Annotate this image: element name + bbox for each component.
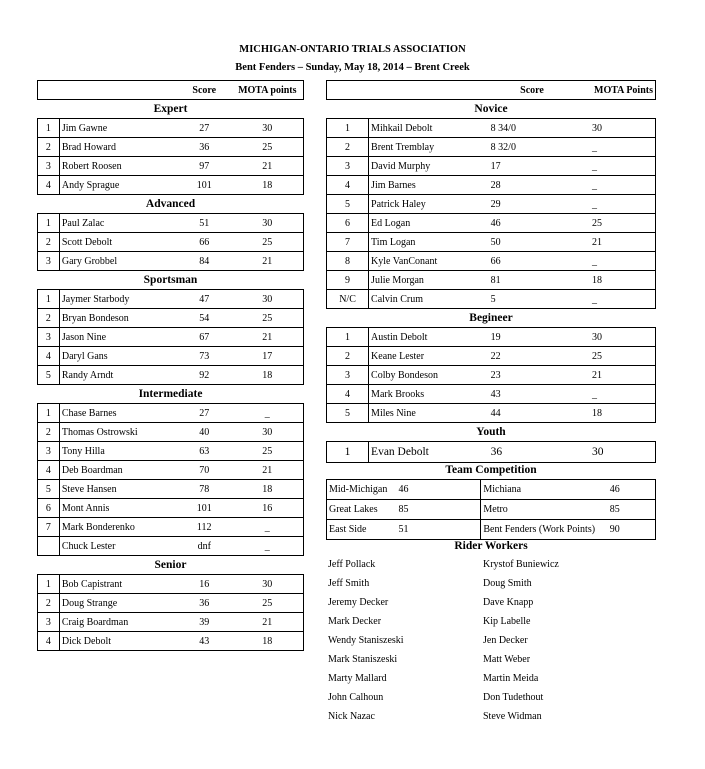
score-cell: 29 [481, 195, 592, 214]
rider-name: Kyle VanConant [369, 252, 481, 271]
result-row [327, 176, 656, 195]
rider-name: Deb Boardman [59, 461, 177, 480]
rider-name: Keane Lester [369, 347, 481, 366]
worker-name: Mark Staniszeski [328, 654, 398, 665]
points-cell: 21 [592, 233, 656, 252]
result-row [327, 138, 656, 157]
result-row [38, 461, 304, 480]
result-row [327, 157, 656, 176]
score-cell: 47 [177, 290, 232, 309]
place-cell: 7 [38, 518, 60, 537]
rider-name: Tony Hilla [59, 442, 177, 461]
rider-workers-table [326, 537, 656, 726]
rider-name: Doug Strange [59, 594, 177, 613]
result-row [38, 214, 304, 233]
points-cell: _ [592, 138, 656, 157]
place-cell: 3 [38, 328, 60, 347]
section-title: Senior [154, 559, 187, 571]
worker-name: Jen Decker [483, 635, 528, 646]
team-name: Bent Fenders (Work Points) [481, 520, 608, 540]
rider-name: Robert Roosen [59, 157, 177, 176]
place-cell: 1 [38, 575, 60, 594]
rider-name: Randy Arndt [59, 366, 177, 385]
section-title: Begineer [469, 312, 513, 324]
rider-name: Calvin Crum [369, 290, 481, 309]
section-title-row [327, 309, 656, 328]
worker-row [326, 574, 656, 593]
points-cell: 30 [232, 423, 304, 442]
worker-name: Jeremy Decker [328, 597, 389, 608]
score-cell: 46 [481, 214, 592, 233]
points-cell: 30 [232, 119, 304, 138]
team-row [327, 500, 656, 520]
points-cell: 30 [592, 442, 656, 463]
team-name: Mid-Michigan [327, 480, 397, 500]
worker-name: Don Tudethout [483, 692, 544, 703]
points-cell: 21 [232, 328, 304, 347]
rider-name: Scott Debolt [59, 233, 177, 252]
score-cell: 78 [177, 480, 232, 499]
rider-name: Brad Howard [59, 138, 177, 157]
team-score: 46 [396, 480, 480, 500]
rider-name: Colby Bondeson [369, 366, 481, 385]
section-title-row [327, 423, 656, 442]
place-cell: 1 [38, 119, 60, 138]
points-cell: 16 [232, 499, 304, 518]
place-cell: 9 [327, 271, 369, 290]
place-cell: 3 [38, 442, 60, 461]
score-cell: 43 [177, 632, 232, 651]
score-cell: 43 [481, 385, 592, 404]
result-row [38, 309, 304, 328]
place-cell: 3 [327, 157, 369, 176]
worker-name: Martin Meida [483, 673, 539, 684]
right-header-row [327, 81, 656, 100]
rider-name: Patrick Haley [369, 195, 481, 214]
place-cell: 2 [38, 423, 60, 442]
worker-name: Steve Widman [483, 711, 542, 722]
rider-name: Tim Logan [369, 233, 481, 252]
points-cell: 21 [232, 613, 304, 632]
team-score: 90 [608, 520, 656, 540]
worker-name: Kip Labelle [483, 616, 531, 627]
score-cell: 36 [481, 442, 592, 463]
result-row [38, 480, 304, 499]
place-cell: 3 [38, 613, 60, 632]
section-title-row [38, 195, 304, 214]
points-header: MOTA Points [592, 81, 656, 100]
place-cell: 2 [38, 309, 60, 328]
score-cell: 28 [481, 176, 592, 195]
score-cell: 36 [177, 594, 232, 613]
place-cell: 6 [327, 214, 369, 233]
points-cell: _ [592, 157, 656, 176]
worker-name: Jeff Smith [328, 578, 370, 589]
rider-name: Andy Sprague [59, 176, 177, 195]
place-cell: 2 [327, 347, 369, 366]
header-blank [38, 81, 60, 100]
score-cell: 66 [177, 233, 232, 252]
rider-name: Gary Grobbel [59, 252, 177, 271]
result-row [327, 195, 656, 214]
points-cell: 25 [232, 233, 304, 252]
rider-name: Daryl Gans [59, 347, 177, 366]
place-cell: 4 [38, 632, 60, 651]
worker-name: Nick Nazac [328, 711, 375, 722]
points-cell: 25 [232, 442, 304, 461]
points-cell: 21 [592, 366, 656, 385]
points-cell: 30 [232, 214, 304, 233]
score-cell: 51 [177, 214, 232, 233]
rider-name: Jim Gawne [59, 119, 177, 138]
points-cell: 18 [592, 271, 656, 290]
worker-name: Wendy Staniszeski [328, 635, 404, 646]
place-cell: 4 [38, 347, 60, 366]
section-title: Intermediate [138, 388, 203, 400]
score-cell: 97 [177, 157, 232, 176]
points-cell: 30 [232, 290, 304, 309]
worker-name: Doug Smith [483, 578, 532, 589]
rider-name: Ed Logan [369, 214, 481, 233]
points-cell: 21 [232, 461, 304, 480]
place-cell: 2 [38, 233, 60, 252]
worker-row [326, 650, 656, 669]
team-name: Great Lakes [327, 500, 397, 520]
score-cell: 50 [481, 233, 592, 252]
score-cell: 81 [481, 271, 592, 290]
left-header-row [38, 81, 304, 100]
result-row [327, 442, 656, 463]
rider-name: Chase Barnes [59, 404, 177, 423]
result-row [38, 176, 304, 195]
result-row [327, 214, 656, 233]
score-cell: 63 [177, 442, 232, 461]
worker-name: Krystof Buniewicz [483, 559, 559, 570]
place-cell: 1 [327, 442, 369, 463]
section-title: Youth [476, 426, 506, 438]
score-cell: 23 [481, 366, 592, 385]
worker-name: Mark Decker [328, 616, 382, 627]
score-header: Score [177, 81, 232, 100]
score-cell: 54 [177, 309, 232, 328]
result-row [38, 347, 304, 366]
score-cell: 36 [177, 138, 232, 157]
team-competition-table [326, 461, 656, 540]
place-cell: 7 [327, 233, 369, 252]
rider-name: Jaymer Starbody [59, 290, 177, 309]
rider-name: Craig Boardman [59, 613, 177, 632]
left-results-table [37, 80, 304, 651]
worker-row [326, 555, 656, 574]
rider-name: Dick Debolt [59, 632, 177, 651]
result-row [38, 233, 304, 252]
team-name: Michiana [481, 480, 608, 500]
points-cell: 17 [232, 347, 304, 366]
rider-name: Mark Brooks [369, 385, 481, 404]
points-cell: 18 [232, 480, 304, 499]
place-cell: 2 [327, 138, 369, 157]
result-row [38, 157, 304, 176]
result-row [327, 385, 656, 404]
rider-name: Mihkail Debolt [369, 119, 481, 138]
place-cell: 3 [38, 157, 60, 176]
result-row [38, 252, 304, 271]
result-row [38, 537, 304, 556]
score-cell: 5 [481, 290, 592, 309]
header-blank [481, 81, 519, 100]
result-row [38, 138, 304, 157]
place-cell: 8 [327, 252, 369, 271]
result-row [327, 290, 656, 309]
points-cell: _ [592, 385, 656, 404]
result-row [38, 328, 304, 347]
team-title: Team Competition [445, 464, 537, 476]
points-cell: _ [232, 404, 304, 423]
team-name: East Side [327, 520, 397, 540]
worker-row [326, 631, 656, 650]
rider-name: Chuck Lester [59, 537, 177, 556]
rider-name: Bob Capistrant [59, 575, 177, 594]
score-cell: 112 [177, 518, 232, 537]
result-row [38, 404, 304, 423]
section-title: Advanced [145, 198, 196, 210]
score-cell: 8 32/0 [481, 138, 592, 157]
rider-name: David Murphy [369, 157, 481, 176]
points-cell: 30 [592, 328, 656, 347]
points-cell: 30 [592, 119, 656, 138]
place-cell: 5 [327, 404, 369, 423]
team-score: 46 [608, 480, 656, 500]
points-cell: 18 [592, 404, 656, 423]
result-row [327, 271, 656, 290]
result-row [38, 613, 304, 632]
score-cell: 40 [177, 423, 232, 442]
result-row [38, 442, 304, 461]
document-title: MICHIGAN-ONTARIO TRIALS ASSOCIATION [239, 44, 466, 55]
points-header: MOTA points [232, 81, 304, 100]
rider-name: Mark Bonderenko [59, 518, 177, 537]
place-cell: 1 [38, 214, 60, 233]
workers-title-row [326, 537, 656, 555]
section-title-row [38, 556, 304, 575]
points-cell: _ [232, 537, 304, 556]
result-row [327, 404, 656, 423]
points-cell: _ [232, 518, 304, 537]
result-row [38, 366, 304, 385]
result-row [327, 328, 656, 347]
worker-name: Jeff Pollack [328, 559, 376, 570]
result-row [38, 594, 304, 613]
points-cell: 25 [592, 214, 656, 233]
place-cell: 3 [38, 252, 60, 271]
place-cell: 6 [38, 499, 60, 518]
worker-name: Marty Mallard [328, 673, 387, 684]
section-title: Expert [153, 103, 188, 115]
section-title: Sportsman [143, 274, 198, 286]
score-cell: 66 [481, 252, 592, 271]
right-results-table [326, 80, 656, 463]
place-cell: 4 [38, 176, 60, 195]
result-row [327, 366, 656, 385]
rider-name: Mont Annis [59, 499, 177, 518]
worker-row [326, 669, 656, 688]
worker-row [326, 593, 656, 612]
team-title-row [327, 461, 656, 480]
worker-name: Matt Weber [483, 654, 531, 665]
section-title-row [38, 385, 304, 404]
score-cell: 92 [177, 366, 232, 385]
worker-name: John Calhoun [328, 692, 384, 703]
points-cell: _ [592, 290, 656, 309]
place-cell: 5 [327, 195, 369, 214]
score-cell: 27 [177, 404, 232, 423]
place-cell: 4 [38, 461, 60, 480]
team-score: 51 [396, 520, 480, 540]
worker-row [326, 688, 656, 707]
points-cell: 18 [232, 632, 304, 651]
score-cell: 8 34/0 [481, 119, 592, 138]
place-cell: 5 [38, 480, 60, 499]
header-blank [327, 81, 369, 100]
document-subtitle: Bent Fenders – Sunday, May 18, 2014 – Brent Creek [235, 62, 470, 73]
workers-title: Rider Workers [454, 540, 528, 552]
result-row [38, 423, 304, 442]
points-cell: 30 [232, 575, 304, 594]
points-cell: 25 [232, 138, 304, 157]
score-cell: 22 [481, 347, 592, 366]
points-cell: 25 [592, 347, 656, 366]
section-title-row [327, 100, 656, 119]
result-row [38, 290, 304, 309]
score-header: Score [518, 81, 592, 100]
team-row [327, 480, 656, 500]
place-cell: 1 [327, 328, 369, 347]
team-name: Metro [481, 500, 608, 520]
rider-name: Julie Morgan [369, 271, 481, 290]
place-cell: 5 [38, 366, 60, 385]
points-cell: 25 [232, 594, 304, 613]
rider-name: Evan Debolt [369, 442, 481, 463]
rider-name: Paul Zalac [59, 214, 177, 233]
section-title: Novice [474, 103, 508, 115]
points-cell: 18 [232, 366, 304, 385]
result-row [327, 252, 656, 271]
score-cell: 67 [177, 328, 232, 347]
place-cell: 1 [327, 119, 369, 138]
score-cell: 16 [177, 575, 232, 594]
score-cell: 73 [177, 347, 232, 366]
place-cell: 2 [38, 138, 60, 157]
result-row [38, 575, 304, 594]
result-row [327, 119, 656, 138]
worker-row [326, 612, 656, 631]
score-cell: 70 [177, 461, 232, 480]
points-cell: _ [592, 252, 656, 271]
result-row [38, 632, 304, 651]
score-cell: 27 [177, 119, 232, 138]
place-cell [38, 537, 60, 556]
worker-row [326, 707, 656, 726]
place-cell: 1 [38, 290, 60, 309]
points-cell: _ [592, 176, 656, 195]
points-cell: 18 [232, 176, 304, 195]
score-cell: 39 [177, 613, 232, 632]
score-cell: 19 [481, 328, 592, 347]
team-score: 85 [396, 500, 480, 520]
score-cell: 84 [177, 252, 232, 271]
rider-name: Austin Debolt [369, 328, 481, 347]
score-cell: 101 [177, 176, 232, 195]
rider-name: Jim Barnes [369, 176, 481, 195]
score-cell: 17 [481, 157, 592, 176]
result-row [38, 119, 304, 138]
result-row [38, 499, 304, 518]
score-cell: dnf [177, 537, 232, 556]
place-cell: 2 [38, 594, 60, 613]
team-score: 85 [608, 500, 656, 520]
result-row [327, 233, 656, 252]
worker-name: Dave Knapp [483, 597, 534, 608]
place-cell: 1 [38, 404, 60, 423]
rider-name: Thomas Ostrowski [59, 423, 177, 442]
points-cell: _ [592, 195, 656, 214]
rider-name: Steve Hansen [59, 480, 177, 499]
place-cell: 3 [327, 366, 369, 385]
result-row [327, 347, 656, 366]
place-cell: 4 [327, 176, 369, 195]
header-blank [59, 81, 177, 100]
score-cell: 101 [177, 499, 232, 518]
points-cell: 25 [232, 309, 304, 328]
rider-name: Jason Nine [59, 328, 177, 347]
rider-name: Bryan Bondeson [59, 309, 177, 328]
place-cell: N/C [327, 290, 369, 309]
result-row [38, 518, 304, 537]
score-cell: 44 [481, 404, 592, 423]
rider-name: Brent Tremblay [369, 138, 481, 157]
points-cell: 21 [232, 157, 304, 176]
place-cell: 4 [327, 385, 369, 404]
section-title-row [38, 271, 304, 290]
points-cell: 21 [232, 252, 304, 271]
section-title-row [38, 100, 304, 119]
header-blank [369, 81, 481, 100]
rider-name: Miles Nine [369, 404, 481, 423]
